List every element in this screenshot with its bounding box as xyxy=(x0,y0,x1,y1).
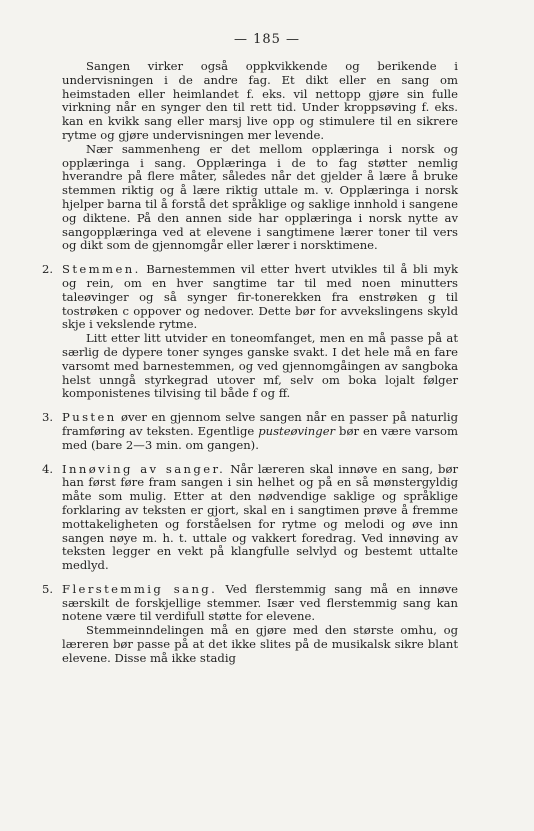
section-item-5 xyxy=(42,581,458,666)
item-heading: Stemmen. xyxy=(62,262,141,277)
item-heading: Pusten xyxy=(62,410,117,425)
item-text: Når læreren skal innøve en sang, bør han først føre fram sangen i sin helhet og på en så mønstergyldig måte som mulig. Etter at den nødvendige saklige og språklige forklaring av teksten er gjort, skal en i sangtimen prøve å fremme mottakeligheten og forståelsen for rytme og melodi og øve inn sangen nøye m. h. t. uttale og vakkert foredrag. Ved innøving av teksten legger en vekt på klangfulle selvlyd og bestemt uttalte medlyd. xyxy=(62,461,458,573)
item-text: Ved flerstemmig sang må en innøve særskilt de forskjellige stemmer. Især ved flerstemmig sang kan notene være til verdifull støtte for elevene. xyxy=(62,581,458,624)
intro-paragraph-2: Nær sammenheng er det mellom opplæringa i norsk og opplæringa i sang. Opplæringa i de to fag støtter nemlig hverandre på flere måter, således når det gjelder å lære å bruke stemmen riktig og å lære riktig uttale m. v. Opplæringa i norsk hjelper barna til å forstå det språklige og saklige innhold i sangene og diktene. På den annen side har opplæringa i norsk nytte av sangopplæringa ved at elevene i sangtimene lærer toner til vers og dikt som de gjennomgår eller lærer i norsktimene. xyxy=(62,141,458,253)
item-continuation: Litt etter litt utvider en toneomfanget, men en må passe på at særlig de dypere toner synges ganske svakt. I det hele må en fare varsomt med barnestemmen, og ved gjennomgåingen av sangboka helst unngå styrkegrad utover mf, selv om boka lojalt følger komponistenes tilvising til både f og ff. xyxy=(62,331,458,401)
item-heading: Flerstemmig sang. xyxy=(62,581,218,596)
item-number: 4. xyxy=(42,461,54,476)
item-text: Barnestemmen vil etter hvert utvikles til å bli myk og rein, om en hver sangtime tar til med noen minutters taleøvinger og så synger fir-tonerekken fra enstrøken g til tostrøken c oppover og nedover. Dette bør for avvekslingens skyld skje i vekslende rytme. xyxy=(62,262,458,332)
item-number: 5. xyxy=(42,581,54,596)
page-number: — 185 — xyxy=(233,32,301,47)
section-item-2 xyxy=(42,262,458,401)
item-paragraph xyxy=(62,411,458,452)
item-paragraph xyxy=(62,463,458,573)
page-body xyxy=(42,59,458,666)
item-continuation: Stemmeinndelingen må en gjøre med den største omhu, og læreren bør passe på at det ikke slites på de musikalsk sikre blant elevene. Disse må ikke stadig xyxy=(62,623,458,665)
item-text-end: bør en være varsom med (bare 2—3 min. om gangen). xyxy=(62,423,458,452)
item-text: øver en gjennom selve sangen når en passer på naturlig framføring av teksten. Egentlige xyxy=(62,410,458,438)
section-item-4 xyxy=(42,461,458,573)
item-heading: Innøving av sanger. xyxy=(62,461,226,476)
item-paragraph xyxy=(62,583,458,624)
section-item-3 xyxy=(42,410,458,452)
item-number: 2. xyxy=(42,262,54,277)
item-number: 3. xyxy=(42,410,54,425)
intro-paragraph-1: Sangen virker også oppkvikkende og berikende i undervisningen i de andre fag. Et dikt eller en sang om heimstaden eller heimlandet f. eks. vil nettopp gjøre sin fulle virkning når en synger den til rett tid. Under kroppsøving f. eks. kan en kvikk sang eller marsj live opp og stimulere til en sikrere rytme og gjøre undervisningen mer levende. xyxy=(62,59,458,142)
item-italic-term: pusteøvinger xyxy=(258,423,336,438)
item-paragraph xyxy=(62,263,458,332)
